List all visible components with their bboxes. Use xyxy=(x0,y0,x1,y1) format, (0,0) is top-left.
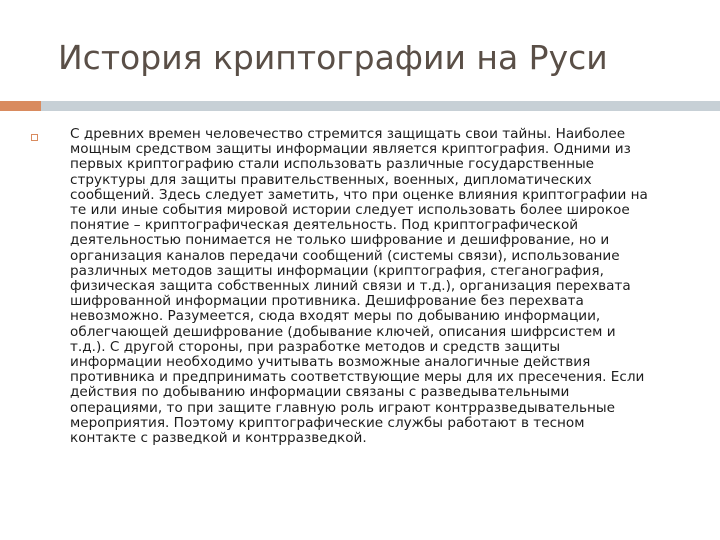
body-line: те или иные события мировой истории следует использовать более широкое xyxy=(70,202,630,219)
title-divider-line xyxy=(41,101,720,111)
body-line: деятельностью понимается не только шифрование и дешифрование, но и xyxy=(70,232,610,249)
body-line: физическая защита собственных линий связи и т.д.), организация перехвата xyxy=(70,278,631,295)
body-line: мощным средством защиты информации является криптография. Одними из xyxy=(70,141,631,158)
body-line: облегчающей дешифрование (добывание ключей, описания шифрсистем и xyxy=(70,323,616,340)
body-line: т.д.). С другой стороны, при разработке методов и средств защиты xyxy=(70,338,561,355)
body-line: различных методов защиты информации (криптография, стеганография, xyxy=(70,262,604,279)
body-line: организация каналов передачи сообщений (системы связи), использование xyxy=(70,247,620,264)
body-line: операциями, то при защите главную роль играют контрразведывательные xyxy=(70,399,615,416)
body-line: информации необходимо учитывать возможные аналогичные действия xyxy=(70,354,591,371)
body-line: мероприятия. Поэтому криптографические службы работают в тесном xyxy=(70,414,585,431)
body-line: шифрованной информации противника. Дешифрование без перехвата xyxy=(70,293,584,310)
body-line: первых криптографию стали использовать различные государственные xyxy=(70,156,595,173)
body-paragraph xyxy=(70,127,710,446)
body-line: контакте с разведкой и контрразведкой. xyxy=(70,430,367,447)
body-line: понятие – криптографическая деятельность. Под криптографической xyxy=(70,217,579,234)
body-line: действия по добыванию информации связаны с разведывательными xyxy=(70,384,570,401)
body-line: С древних времен человечество стремится защищать свои тайны. Наиболее xyxy=(70,126,626,142)
body-line: невозможно. Разумеется, сюда входят меры по добыванию информации, xyxy=(70,308,601,325)
hollow-square-bullet-icon xyxy=(31,134,38,141)
body-line: противника и предпринимать соответствующие меры для их пресечения. Если xyxy=(70,369,645,386)
title-divider-accent xyxy=(0,101,41,111)
body-line: структуры для защиты правительственных, военных, дипломатических xyxy=(70,171,592,188)
body-line: сообщений. Здесь следует заметить, что при оценке влияния криптографии на xyxy=(70,186,648,203)
slide-title: История криптографии на Руси xyxy=(58,38,608,77)
